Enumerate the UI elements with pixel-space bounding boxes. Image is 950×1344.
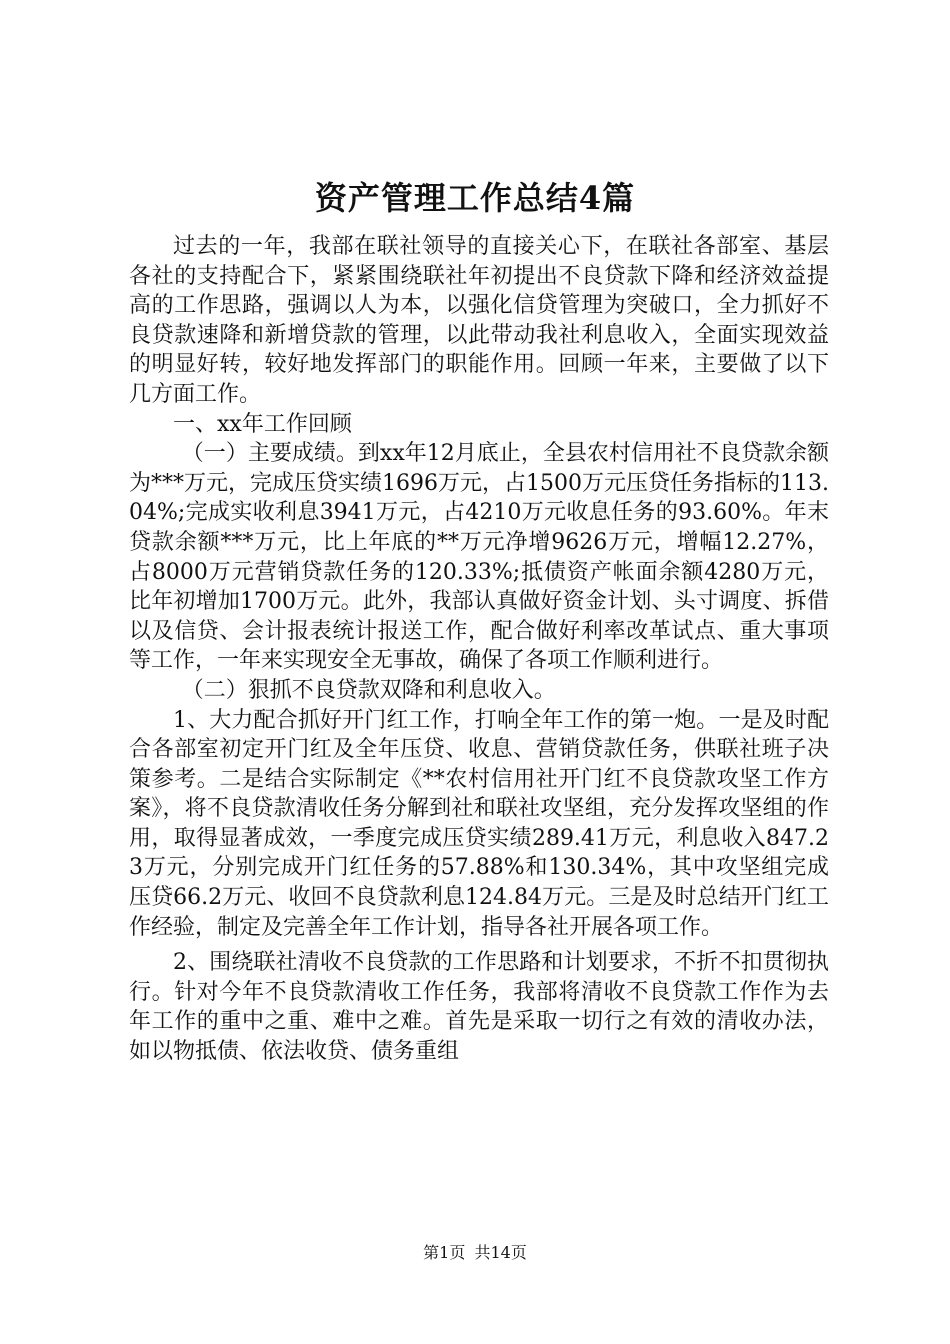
achievements-paragraph: （一）主要成绩。到xx年12月底止，全县农村信用社不良贷款余额为***万元，完成压贷实绩1696万元，占1500万元压贷任务指标的113.04%;完成实收利息3941万元，占4210万元收息任务的93.60%。年末贷款余额***万元，比上年底的**万元净增9626万元，增幅12.27%，占8000万元营销贷款任务的120.33%;抵债资产帐面余额4280万元，比年初增加1700万元。此外，我部认真做好资金计划、头寸调度、拆借以及信贷、会计报表统计报送工作，配合做好利率改革试点、重大事项等工作，一年来实现安全无事故，确保了各项工作顺利进行。 [129,441,829,674]
page-footer [0,1242,950,1264]
page-title: 资产管理工作总结4篇 [314,179,636,217]
page-total: 共14页 [474,1243,527,1262]
section-heading: 一、xx年工作回顾 [173,411,352,437]
item-2-paragraph: 2、围绕联社清收不良贷款的工作思路和计划要求，不折不扣贯彻执行。针对今年不良贷款清收工作任务，我部将清收不良贷款工作作为去年工作的重中之重、难中之难。首先是采取一切行之有效的清收办法，如以物抵债、依法收贷、债务重组 [129,950,829,1065]
document-body [129,232,829,1067]
intro-paragraph: 过去的一年，我部在联社领导的直接关心下，在联社各部室、基层各社的支持配合下，紧紧围绕联社年初提出不良贷款下降和经济效益提高的工作思路，强调以人为本，以强化信贷管理为突破口，全力抓好不良贷款速降和新增贷款的管理，以此带动我社利息收入，全面实现效益的明显好转，较好地发挥部门的职能作用。回顾一年来，主要做了以下几方面工作。 [129,234,829,407]
subsection-heading: （二）狠抓不良贷款双降和利息收入。 [181,677,556,703]
page-number: 第1页 [423,1243,466,1262]
item-1-paragraph: 1、大力配合抓好开门红工作，打响全年工作的第一炮。一是及时配合各部室初定开门红及全年压贷、收息、营销贷款任务，供联社班子决策参考。二是结合实际制定《**农村信用社开门红不良贷款攻坚工作方案》，将不良贷款清收任务分解到社和联社攻坚组，充分发挥攻坚组的作用，取得显著成效，一季度完成压贷实绩289.41万元，利息收入847.23万元，分别完成开门红任务的57.88%和130.34%，其中攻坚组完成压贷66.2万元、收回不良贷款利息124.84万元。三是及时总结开门红工作经验，制定及完善全年工作计划，指导各社开展各项工作。 [129,707,829,940]
